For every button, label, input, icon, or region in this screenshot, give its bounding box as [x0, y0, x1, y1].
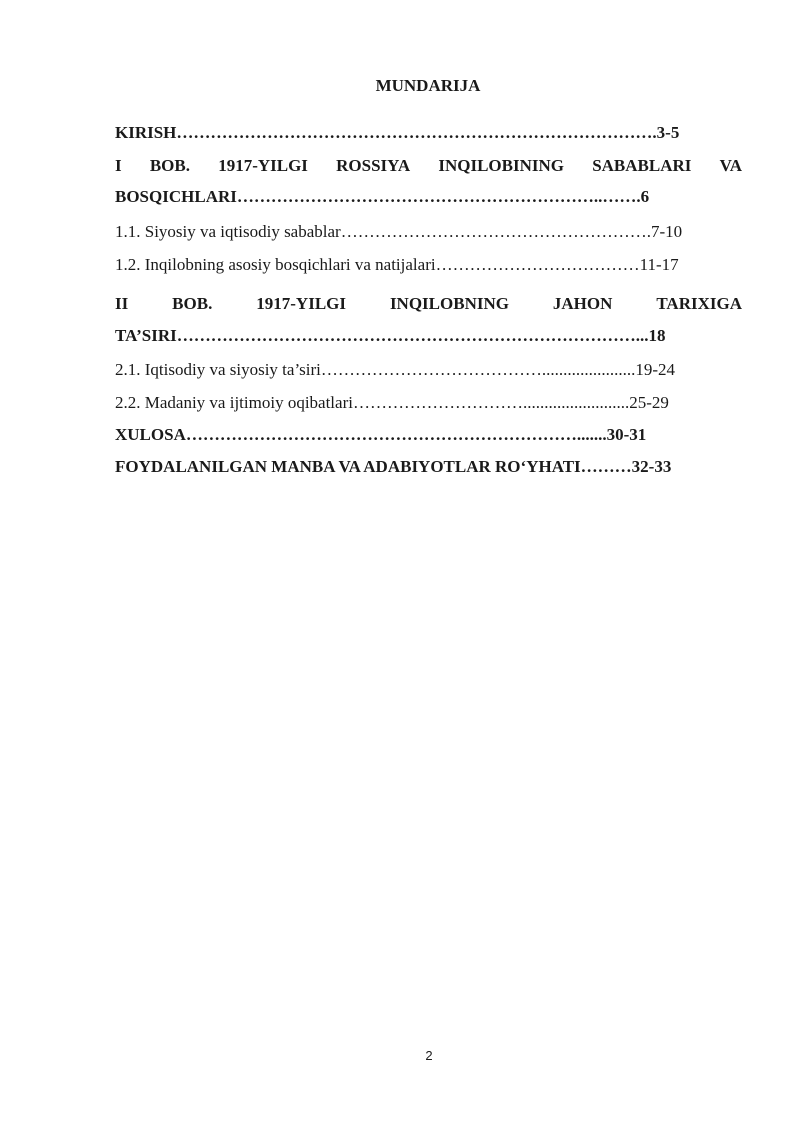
- toc-word: VA: [719, 156, 742, 175]
- toc-entry-conclusion: XULOSA…………………………………………………………….......30-31: [115, 425, 647, 444]
- toc-word: JAHON: [552, 294, 613, 313]
- toc-word: SABABLARI: [592, 156, 692, 175]
- toc-word: 1917-YILGI: [218, 156, 308, 175]
- toc-entry-chapter-1-continued: BOSQICHLARI………………………………………………………..…….6: [115, 187, 650, 206]
- toc-entry-section-1-2: 1.2. Inqilobning asosiy bosqichlari va natijalari………………………………11-17: [115, 255, 679, 274]
- toc-word: II: [115, 294, 129, 313]
- toc-entry-chapter-2: [115, 294, 742, 314]
- toc-word: ROSSIYA: [336, 156, 411, 175]
- page-title: MUNDARIJA: [375, 76, 481, 95]
- page-number: 2: [425, 1048, 433, 1063]
- toc-entry-section-1-1: 1.1. Siyosiy va iqtisodiy sabablar……………………………………………….7-10: [115, 222, 683, 241]
- toc-entry-section-2-2: 2.2. Madaniy va ijtimoiy oqibatlari………………………….........................25-29: [115, 393, 669, 412]
- toc-entry-chapter-1: [115, 156, 742, 176]
- toc-word: TARIXIGA: [656, 294, 742, 313]
- toc-word: I: [115, 156, 122, 175]
- toc-word: BOB.: [172, 294, 213, 313]
- toc-entry-section-2-1: 2.1. Iqtisodiy va siyosiy ta’siri…………………………………......................19-24: [115, 360, 676, 379]
- toc-entry-intro: KIRISH………………………………………………………………………….3-5: [115, 123, 680, 142]
- toc-entry-references: FOYDALANILGAN MANBA VA ADABIYOTLAR RO‘YHATI………32-33: [115, 457, 672, 476]
- toc-entry-chapter-2-continued: TA’SIRI………………………………………………………………………...18: [115, 326, 666, 345]
- toc-word: INQILOBINING: [438, 156, 564, 175]
- toc-word: 1917-YILGI: [256, 294, 346, 313]
- toc-word: BOB.: [149, 156, 190, 175]
- toc-word: INQILOBNING: [389, 294, 509, 313]
